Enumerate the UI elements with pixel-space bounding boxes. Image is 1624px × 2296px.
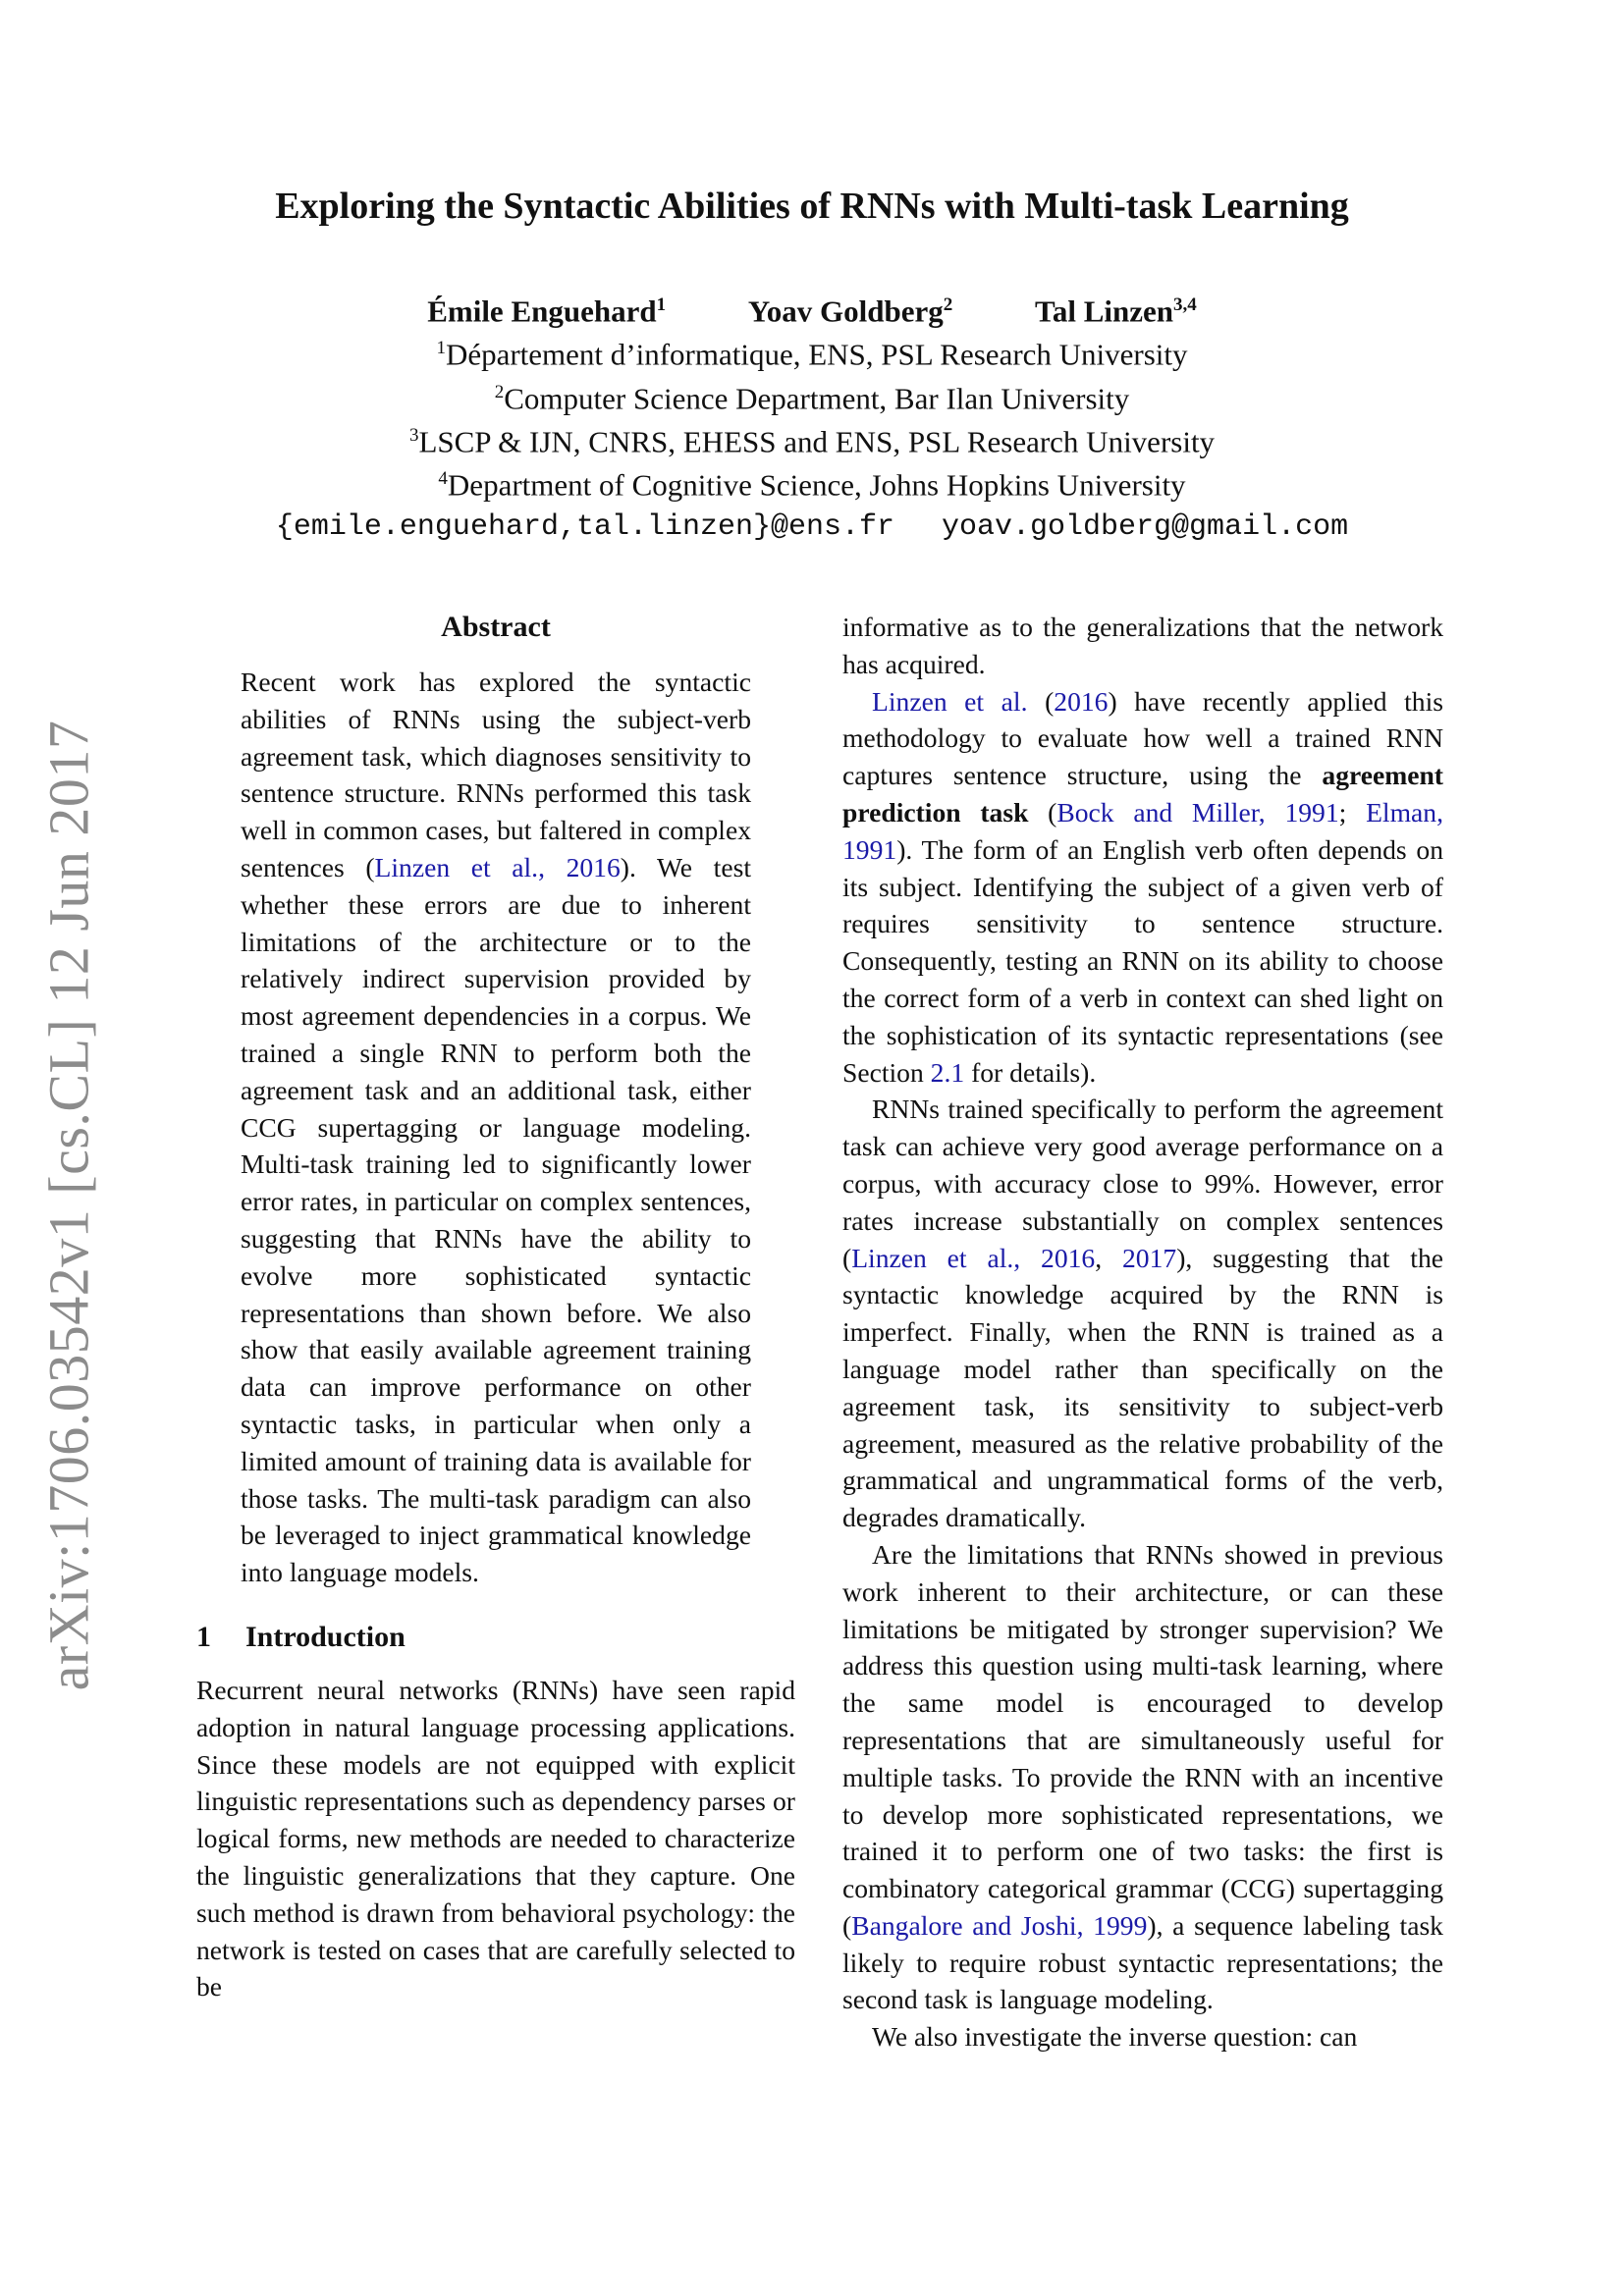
abstract-body: Recent work has explored the syntactic abilities of RNNs using the subject-verb agreement task, which diagnoses sensitivity to sentence structure. RNNs performed this task well in common cases, but faltered in complex sentences (Linzen et al., 2016). We test whether these errors are due to inherent limitations of the architecture or to the relatively indirect supervision provided by most agreement dependencies in a corpus. We trained a single RNN to perform both the agreement task and an additional task, either CCG supertagging or language modeling. Multi-task training led to significantly lower error rates, in particular on complex sentences, suggesting that RNNs have the ability to evolve more sophisticated syntactic representations than shown before. We also show that easily available agreement training data can improve performance on other syntactic tasks, in particular when only a limited amount of training data is available for those tasks. The multi-task paradigm can also be leveraged to inject grammatical knowledge into language models. <box>241 667 751 1588</box>
author-block <box>0 287 1624 546</box>
right-column <box>842 609 1443 2056</box>
intro-paragraph-1: Recurrent neural networks (RNNs) have seen rapid adoption in natural language processing applications. Since these models are not equipped with explicit linguistic representations such as dependency parses or logical forms, new methods are needed to characterize the linguistic generalizations that they capture. One such method is drawn from behavioral psychology: the network is tested on cases that are carefully selected to be <box>196 1674 795 2002</box>
citation-link[interactable]: Linzen et al., 2016 <box>851 1242 1096 1273</box>
email-ens: {emile.enguehard,tal.linzen}@ens.fr <box>275 509 895 544</box>
author-list <box>0 287 1624 330</box>
right-paragraph-4: Are the limitations that RNNs showed in previous work inherent to their architecture, or can these limitations be mitigated by stronger supervision? We address this question using multi-task learning, where the same model is encouraged to develop representations that are simultaneously useful for multiple tasks. To provide the RNN with an incentive to develop more sophisticated representations, we trained it to perform one of two tasks: the first is combinatory categorical grammar (CCG) supertagging (Bangalore and Joshi, 1999), a sequence labeling task likely to require robust syntactic representations; the second task is language modeling. <box>842 1538 1443 2015</box>
affiliation-3: $^3$LSCP & IJN, CNRS, EHESS and ENS, PSL Research University <box>408 424 1216 459</box>
right-paragraph-2: Linzen et al. (2016) have recently applied this methodology to evaluate how well a trained RNN captures sentence structure, using the agreement prediction task (Bock and Miller, 1991; Elman, 1991). The form of an English verb often depends on its subject. Identifying the subject of a given verb of requires sensitivity to sentence structure. Consequently, testing an RNN on its ability to choose the correct form of a verb in context can shed light on the sophistication of its syntactic representations (see Section 2.1 for details). <box>842 685 1443 1088</box>
citation-link[interactable]: Linzen et al., 2016 <box>374 851 621 882</box>
citation-link[interactable]: Bock and Miller, 1991 <box>1056 796 1339 828</box>
affiliation-1: $^1$Département d’informatique, ENS, PSL Research University <box>436 337 1188 372</box>
email-gmail: yoav.goldberg@gmail.com <box>942 509 1349 544</box>
author-3: Tal Linzen$^{3,4}$ <box>1035 294 1197 329</box>
email-line <box>0 508 1624 546</box>
affiliation-4: $^4$Department of Cognitive Science, Johns Hopkins University <box>438 467 1186 503</box>
citation-link[interactable]: Elman, 1991 <box>842 796 1443 865</box>
right-paragraph-5: We also investigate the inverse question: can <box>872 2021 1358 2053</box>
citation-link[interactable]: Bangalore and Joshi, 1999 <box>851 1909 1148 1941</box>
abstract-heading: Abstract <box>441 611 551 643</box>
section-heading-introduction: 1 Introduction <box>196 1620 406 1653</box>
paper-title: Exploring the Syntactic Abilities of RNNs with Multi-task Learning <box>275 186 1349 227</box>
left-column <box>196 609 795 2005</box>
citation-link[interactable]: 2016 <box>1054 685 1109 717</box>
citation-link[interactable]: 2017 <box>1122 1242 1177 1273</box>
author-1: Émile Enguehard$^1$ <box>427 294 667 329</box>
arxiv-sidebar-stamp <box>34 721 103 1688</box>
section-ref-link[interactable]: 2.1 <box>930 1056 965 1088</box>
arxiv-identifier: arXiv:1706.03542v1 [cs.CL] 12 Jun 2017 <box>36 720 101 1690</box>
right-paragraph-3: RNNs trained specifically to perform the agreement task can achieve very good average performance on a corpus, with accuracy close to 99%. However, error rates increase substantially on complex sentences (Linzen et al., 2016, 2017), suggesting that the syntactic knowledge acquired by the RNN is imperfect. Finally, when the RNN is trained as a language model rather than specifically on the agreement task, its sensitivity to subject-verb agreement, measured as the relative probability of the grammatical and ungrammatical forms of the verb, degrades dramatically. <box>842 1094 1443 1533</box>
author-2: Yoav Goldberg$^2$ <box>747 294 953 329</box>
right-paragraph-1: informative as to the generalizations that the network has acquired. <box>842 612 1443 679</box>
citation-link[interactable]: Linzen et al. <box>872 685 1028 717</box>
affiliation-2: $^2$Computer Science Department, Bar Ilan University <box>494 380 1130 415</box>
